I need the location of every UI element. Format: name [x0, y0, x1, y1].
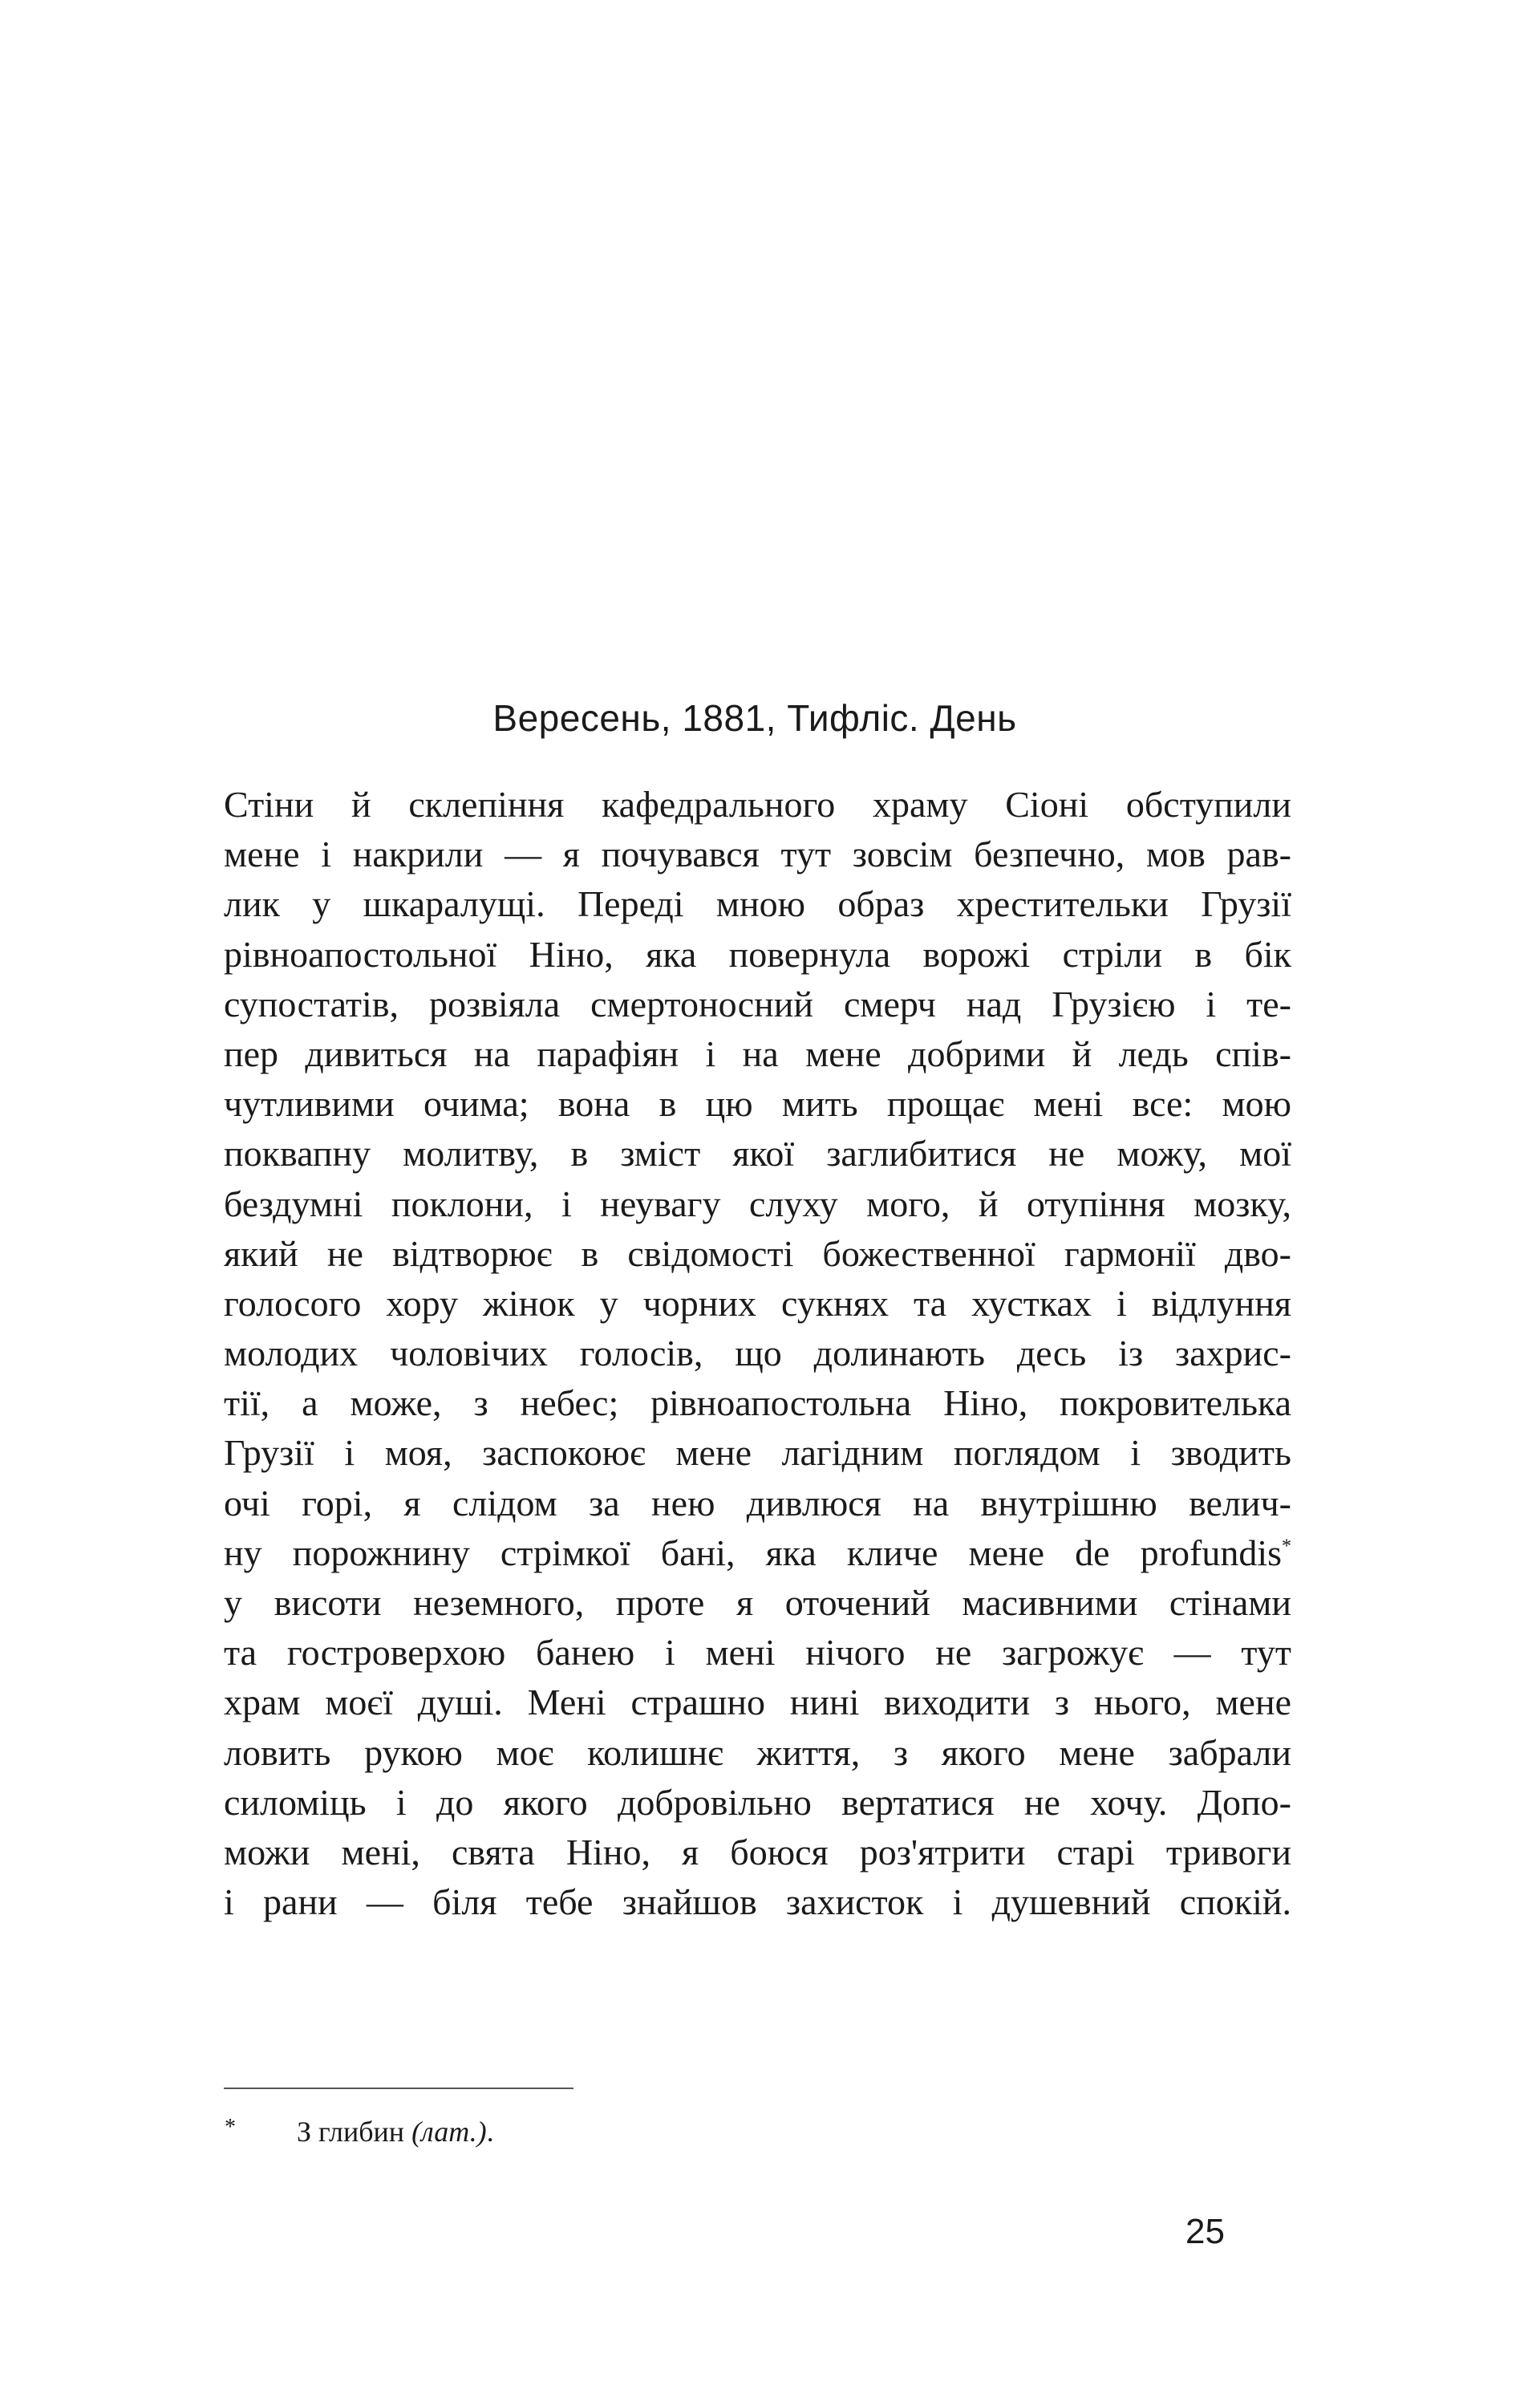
text-line: тії, а може, з небес; рівноапостольна Ніно, покровителька [224, 1382, 1291, 1424]
body-text [224, 780, 1291, 1927]
footnote-period: . [486, 2116, 494, 2148]
text-line: храм моєї душі. Мені страшно нині виходити з нього, мене [224, 1682, 1291, 1723]
footnote-language: (лат.) [411, 2116, 487, 2148]
footnote-text [297, 2115, 494, 2148]
text-line: очі горі, я слідом за нею дивлюся на внутрішню велич- [224, 1482, 1291, 1524]
text-line: бездумні поклони, і неувагу слуху мого, й отупіння мозку, [224, 1183, 1291, 1224]
text-line: який не відтворює в свідомості божественної гармонії дво- [224, 1232, 1291, 1274]
page-number: 25 [1185, 2212, 1225, 2251]
text-line: мене і накрили — я почувався тут зовсім безпечно, мов рав- [224, 834, 1291, 875]
text-line: силоміць і до якого добровільно вертатися не хочу. Допо- [224, 1781, 1291, 1823]
text-line: чутливими очима; вона в цю мить прощає мені все: мою [224, 1083, 1291, 1125]
text-line: ловить рукою моє колишнє життя, з якого мене забрали [224, 1731, 1291, 1773]
text-line: у висоти неземного, проте я оточений масивними стінами [224, 1582, 1291, 1623]
text-line: пер дивиться на парафіян і на мене добрими й ледь спів- [224, 1033, 1291, 1074]
text-line: і рани — біля тебе знайшов захисток і душевний спокій. [224, 1881, 1291, 1923]
text-line: та гостроверхою банею і мені нічого не загрожує — тут [224, 1632, 1291, 1674]
text-line: лик у шкаралущі. Переді мною образ хрестительки Грузії [224, 883, 1291, 925]
text-line: Грузії і моя, заспокоює мене лагідним поглядом і зводить [224, 1432, 1291, 1474]
text-line: можи мені, свята Ніно, я боюся роз'ятрити старі тривоги [224, 1831, 1291, 1873]
footnote-marker: * [225, 2115, 236, 2140]
footnote-reference[interactable]: * [1282, 1536, 1291, 1557]
text-line: голосого хору жінок у чорних сукнях та хустках і відлуння [224, 1282, 1291, 1324]
text-line: ну порожнину стрімкої бані, яка кличе мене de profundis* [224, 1532, 1291, 1573]
text-line: поквапну молитву, в зміст якої заглибитися не можу, мої [224, 1133, 1291, 1175]
footnote-divider [224, 2088, 573, 2089]
section-heading: Вересень, 1881, Тифліс. День [492, 697, 1017, 739]
text-line: рівноапостольної Ніно, яка повернула ворожі стріли в бік [224, 933, 1291, 975]
text-line: Стіни й склепіння кафедрального храму Сіоні обступили [224, 784, 1291, 825]
footnote-translation: З глибин [297, 2116, 405, 2148]
text-line: супостатів, розвіяла смертоносний смерч над Грузією і те- [224, 983, 1291, 1025]
text-line: молодих чоловічих голосів, що долинають десь із захрис- [224, 1333, 1291, 1374]
